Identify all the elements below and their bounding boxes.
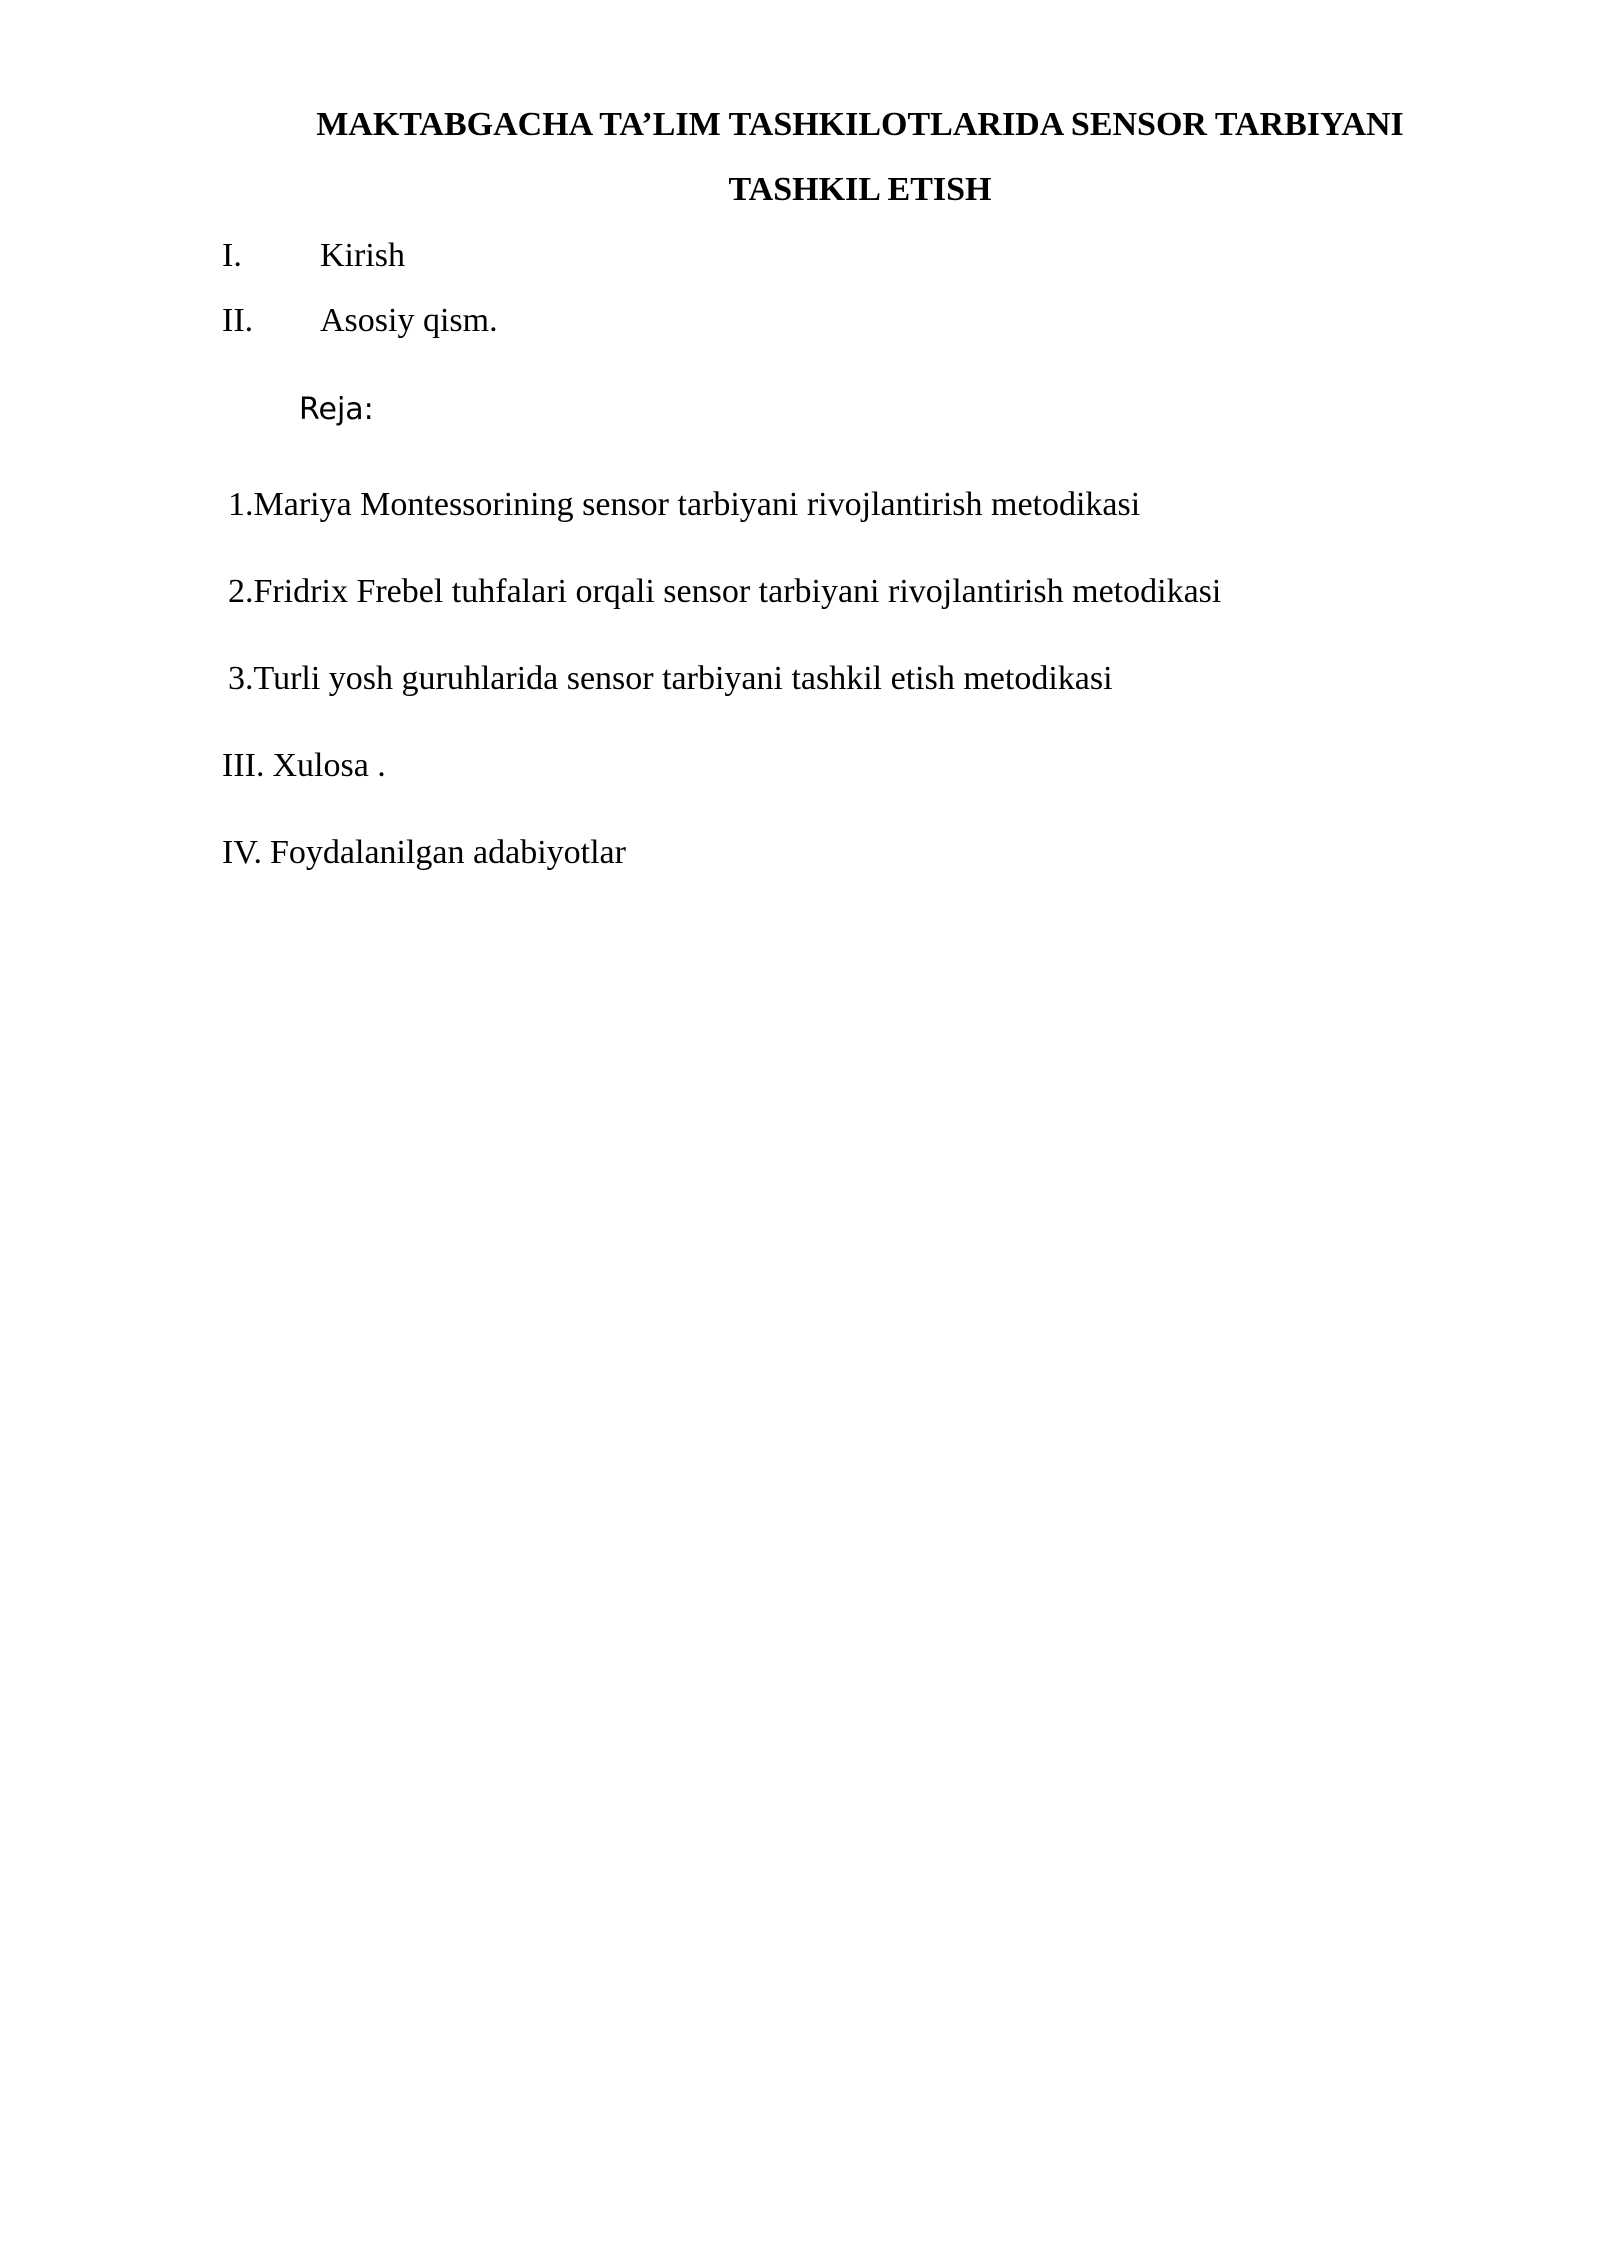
section-conclusion-text: Xulosa . [272,747,386,784]
document-title-line-1: MAKTABGACHA TA’LIM TASHKILOTLARIDA SENSOR TARBIYANI [316,106,1404,143]
plan-item-2: 2.Fridrix Frebel tuhfalari orqali sensor tarbiyani rivojlantirish metodikasi [228,573,1222,610]
section-conclusion [222,746,386,786]
section-references-number: IV. [222,834,262,871]
outline-item-2-text: Asosiy qism. [320,302,498,339]
plan-item-1: 1.Mariya Montessorining sensor tarbiyani rivojlantirish metodikasi [228,486,1141,523]
section-references [222,833,626,873]
plan-heading: Reja: [299,392,374,427]
document-title-line-2: TASHKIL ETISH [728,171,992,208]
section-references-text: Foydalanilgan adabiyotlar [270,834,626,871]
outline-item-1-number: I. [222,237,242,274]
outline-item-1-text: Kirish [320,237,405,274]
outline-item-2-number: II. [222,302,254,339]
section-conclusion-number: III. [222,747,265,784]
plan-item-3: 3.Turli yosh guruhlarida sensor tarbiyani tashkil etish metodikasi [228,660,1113,697]
